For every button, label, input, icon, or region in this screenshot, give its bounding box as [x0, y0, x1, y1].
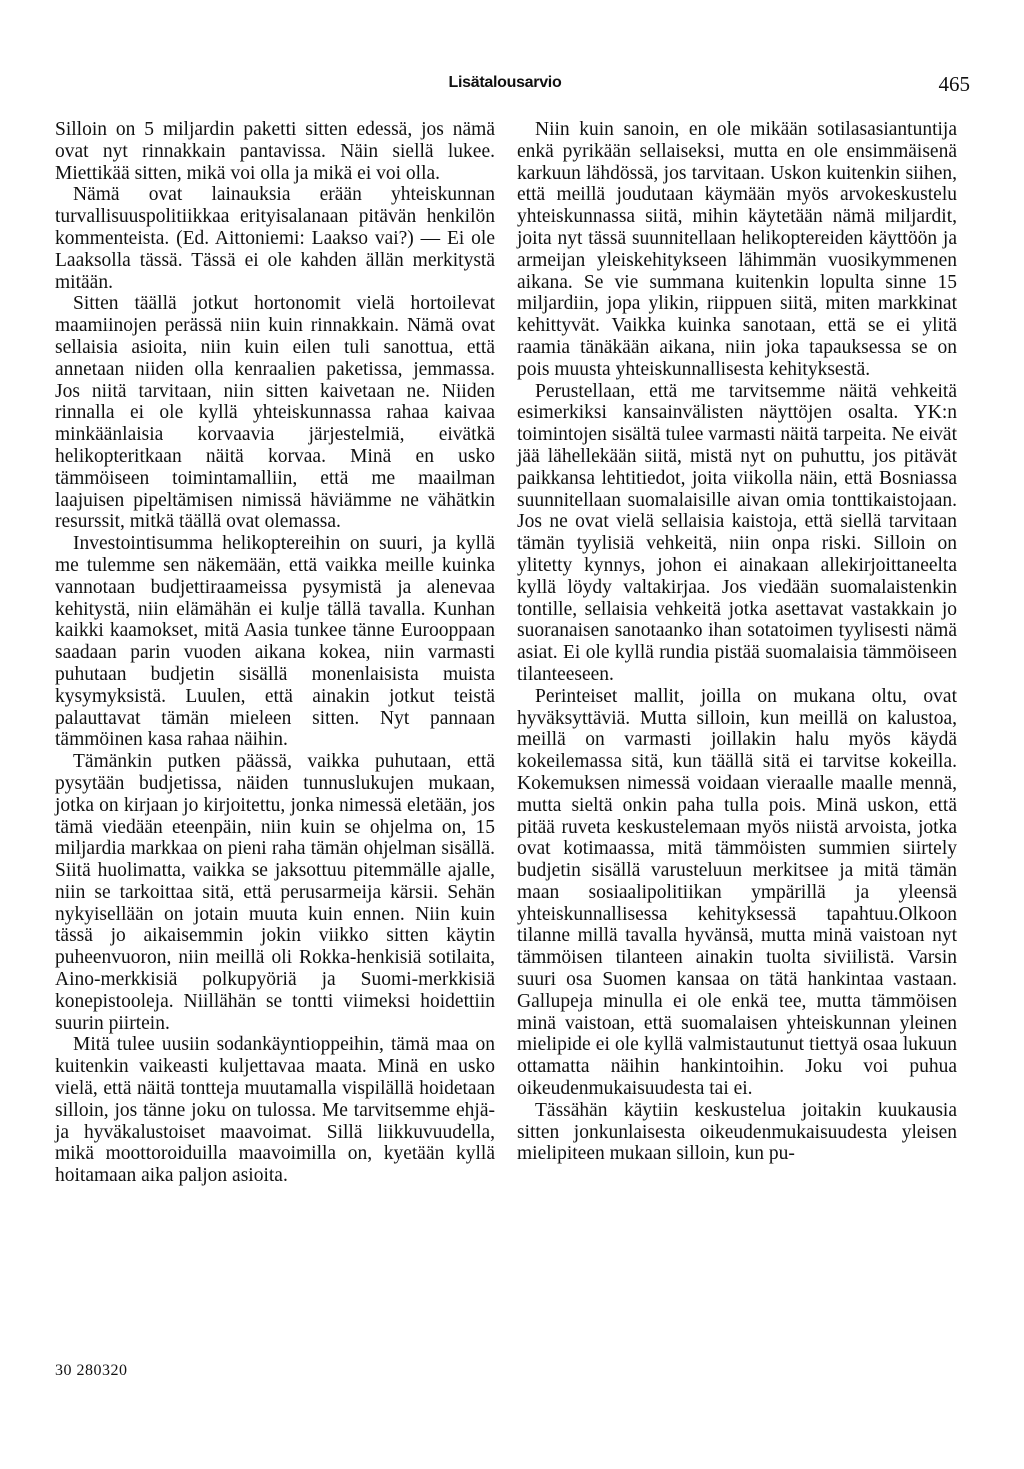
paragraph: Nämä ovat lainauksia erään yhteiskunnan turvallisuuspolitiikkaa erityisalanaan pitävän henkilön kommenteista. (Ed. Aittoniemi: Laakso vai?) — Ei ole Laaksolla tässä. Tässä ei ole kahden ällän merkitystä mitään.: [55, 184, 495, 293]
paragraph: Investointisumma helikoptereihin on suuri, ja kyllä me tulemme sen näkemään, että vaikka meille kuinka vannotaan budjettiraameissa pysymistä ja alenevaa kehitystä, niin elämähän ei kulje tällä tavalla. Kunhan kaikki kaamokset, mitä Aasia tunkee tänne Eurooppaan saadaan parin vuoden aikana kokea, niin varmasti puhutaan budjetin sisällä monenlaisista muista kysymyksistä. Luulen, että ainakin jotkut teistä palauttavat tämän mieleen sitten. Nyt pannaan tämmöinen kasa rahaa näihin.: [55, 533, 495, 751]
left-column: [55, 119, 495, 1187]
footer-print-code: 30 280320: [55, 1362, 128, 1379]
paragraph: Tämänkin putken päässä, vaikka puhutaan, että pysytään budjetissa, näiden tunnuslukujen mukaan, jotka on kirjaan jo kirjoitettu, jonka nimessä eletään, jos tämä viedään eteenpäin, niin kuin se ohjelma on, 15 miljardia markkaa on pieni raha tämän ohjelman sisällä. Siitä huolimatta, vaikka se jaksottuu pitemmälle ajalle, niin se tarkoittaa sitä, että perusarmeija kärsii. Sehän nykyisellään on jotain muuta kuin ennen. Niin kuin tässä jo aikaisemmin jokin viikko sitten käytin puheenvuoron, niin meillä oli Rokka-henkisiä sotilaita, Aino-merkkisiä polkupyöriä ja Suomi-merkkisiä konepistooleja. Niillähän se tontti viimeksi hoidettiin suurin piirtein.: [55, 751, 495, 1034]
paragraph: Tässähän käytiin keskustelua joitakin kuukausia sitten jonkunlaisesta oikeudenmukaisuudesta yleisen mielipiteen mukaan silloin, kun pu-: [517, 1099, 957, 1165]
paragraph: Perustellaan, että me tarvitsemme näitä vehkeitä esimerkiksi kansainvälisten näyttöjen osalta. YK:n toimintojen sisältä tulee varmasti näitä tarpeita. Ne eivät jää lähellekään siitä, mistä nyt on puhuttu, jos pitävät paikkansa lehtitiedot, joita viikolla näin, että Bosniassa suunnitellaan suomalaisille aivan omia tonttikaistojaan. Jos ne ovat vielä sellaisia kaistoja, että siellä tarvitaan tämän tyylisiä vehkeitä, niin onpa riski. Silloin on ylitetty kynnys, johon ei ainakaan allekirjoittaneelta kyllä löydy valtakirjaa. Jos viedään suomalaistenkin tontille, sellaisia vehkeitä jotka asettavat vastakkain jo suoranaisen sanotaanko ihan sotatoimen tyylisesti nämä asiat. Ei ole kyllä rundia pistää suomalaisia tämmöiseen tilanteeseen.: [517, 380, 957, 685]
paragraph: Perinteiset mallit, joilla on mukana oltu, ovat hyväksyttäviä. Mutta silloin, kun meillä on kalustoa, meillä on varmasti joillakin halu myös käydä kokeilemassa sitä, kun täällä sitä ei tarvitse kokeilla. Kokemuksen nimessä voidaan vieraalle maalle mennä, mutta sieltä onkin paha tulla pois. Minä uskon, että pitää ruveta keskustelemaan myös niistä arvoista, jotka ovat kotimaassa, mitä tämmöisten summien siirtely budjetin sisällä varusteluun merkitsee ja mitä tämän maan sosiaalipolitiikan ympärillä ja yleensä yhteiskunnallisessa kehityksessä tapahtuu.Olkoon tilanne millä tavalla hyvänsä, mutta minä vaistoan nyt tämmöisen tilanteen ainakin tuolta siviilistä. Varsin suuri osa Suomen kansaa on tätä hankintaa vastaan. Gallupeja minulla ei ole enkä tee, mutta tämmöisen minä vaistoan, että suomalaisen yhteiskunnan yleinen mielipide ei ole kyllä valmistautunut tiettyä osaa lukuun ottamatta näihin hankintoihin. Joku voi puhua oikeudenmukaisuudesta tai ei.: [517, 685, 957, 1100]
page-number: 465: [938, 72, 970, 96]
paragraph: Silloin on 5 miljardin paketti sitten edessä, jos nämä ovat nyt rinnakkain pantavissa. Näin siellä lukee. Miettikää sitten, mikä voi olla ja mikä ei voi olla.: [55, 119, 495, 184]
right-column: [517, 119, 957, 1165]
paragraph: Mitä tulee uusiin sodankäyntioppeihin, tämä maa on kuitenkin vaikeasti kuljettavaa maata. Minä en usko vielä, että näitä tontteja muutamalla vispilällä hoidetaan silloin, jos tänne joku on tulossa. Me tarvitsemme ehjä- ja hyväkalustoiset maavoimat. Sillä liikkuvuudella, mikä moottoroiduilla maavoimilla on, kyetään kyllä hoitamaan aika paljon asioita.: [55, 1034, 495, 1187]
running-header: Lisätalousarvio: [448, 74, 562, 91]
paragraph: Niin kuin sanoin, en ole mikään sotilasasiantuntija enkä pyrikään sellaiseksi, mutta en ole ensimmäisenä karkuun lähdössä, jos tarvitaan. Uskon kuitenkin siihen, että meillä joudutaan käymään myös arvokeskustelu yhteiskunnassa siitä, mihin käytetään nämä miljardit, joita nyt tässä suunnitellaan helikoptereiden käyttöön ja armeijan yleiskehitykseen lähimmän vuosikymmenen aikana. Se vie summana kuitenkin lopulta sinne 15 miljardiin, jopa ylikin, riippuen siitä, miten markkinat kehittyvät. Vaikka kuinka sanotaan, että se ei ylitä raamia tänäkään aikana, niin joka tapauksessa se on pois muusta yhteiskunnallisesta kehityksestä.: [517, 119, 957, 380]
paragraph: Sitten täällä jotkut hortonomit vielä hortoilevat maamiinojen perässä niin kuin rinnakkain. Nämä ovat sellaisia asioita, niin kuin eilen tuli sanottua, että annetaan niiden olla kenraalien paketissa, jemmassa. Jos niitä tarvitaan, niin sitten kaivetaan ne. Niiden rinnalla ei ole kyllä yhteiskunnassa rahaa kaivaa minkäänlaisia korvaavia järjestelmiä, eivätkä helikopteritkaan näitä korvaa. Minä en usko tämmöiseen toimintamalliin, että me maailman laajuisen pipeltämisen nimissä häviämme ne vähätkin resurssit, mitkä täällä ovat olemassa.: [55, 293, 495, 533]
